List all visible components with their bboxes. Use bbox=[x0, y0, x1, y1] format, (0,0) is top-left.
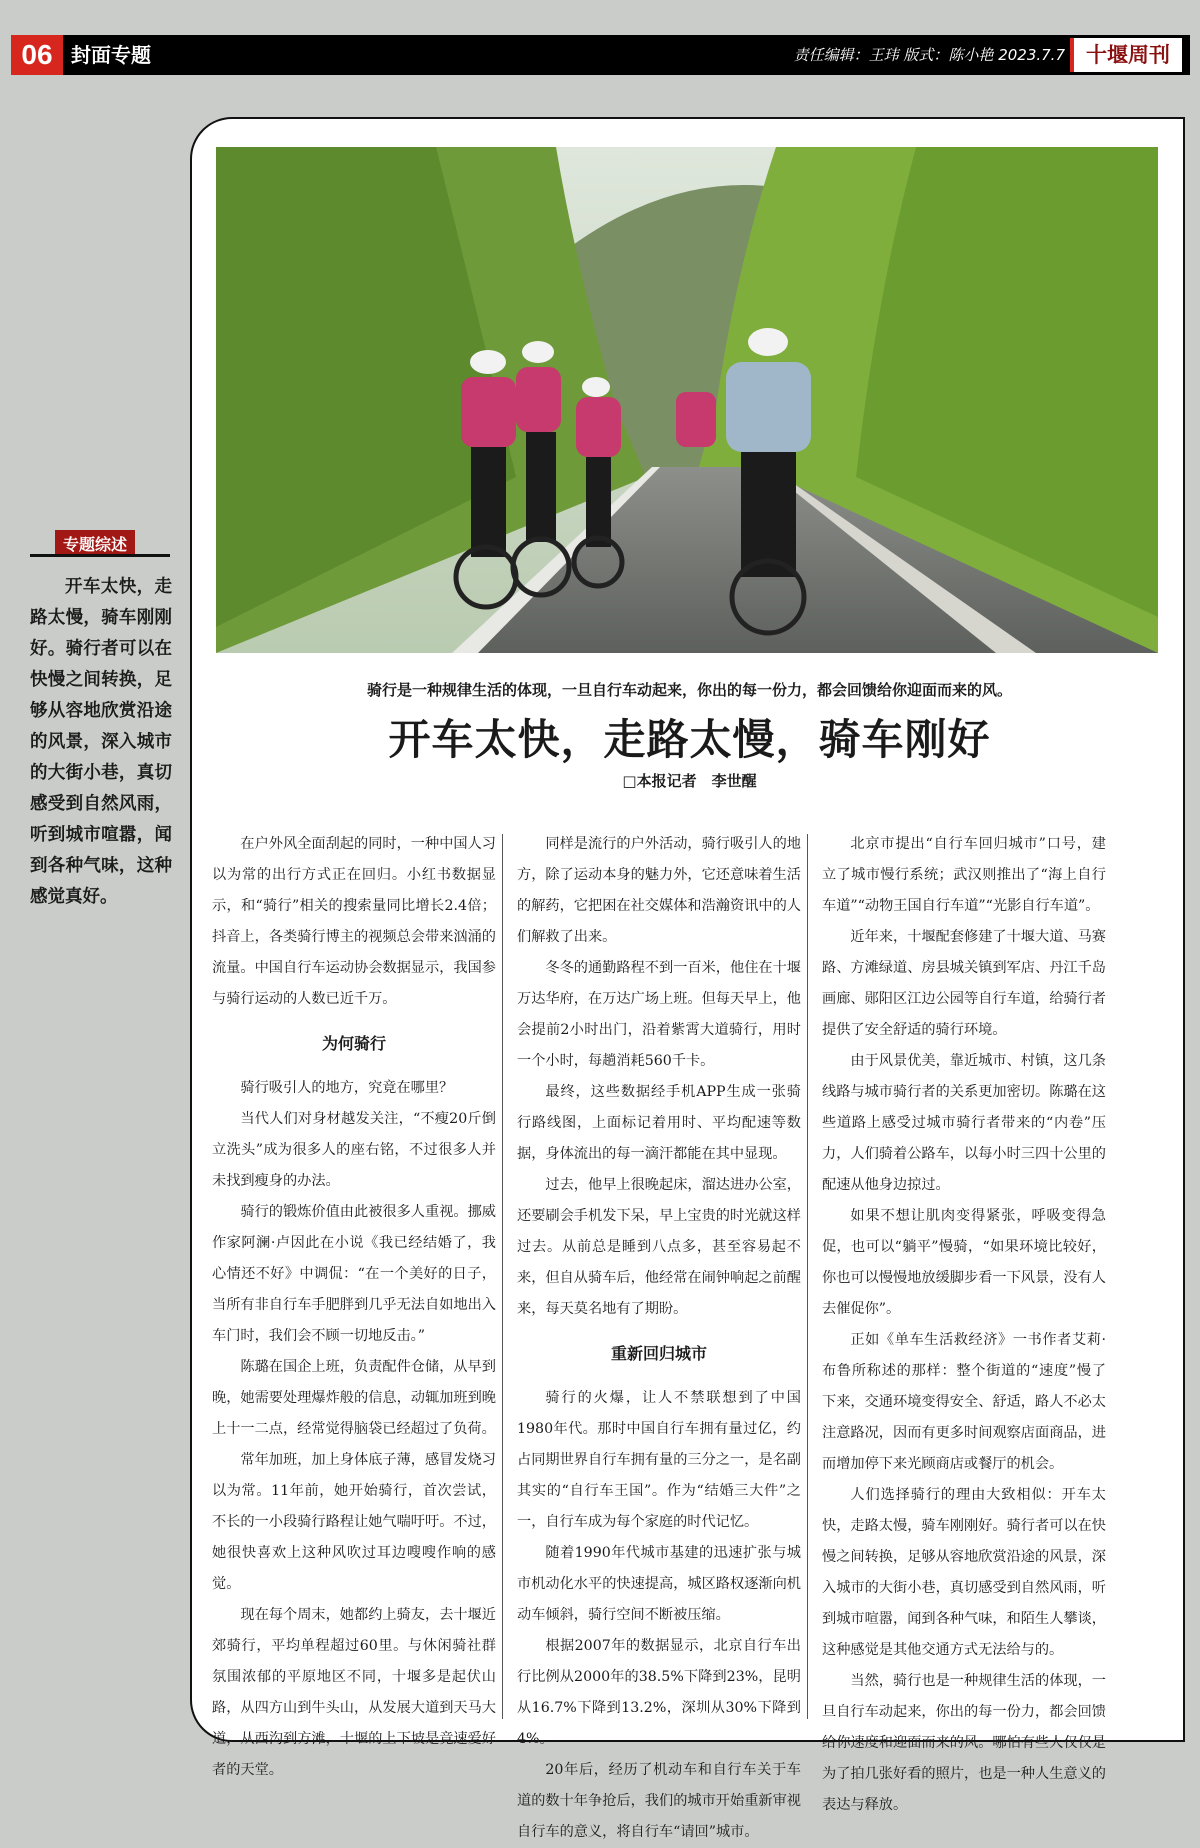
paragraph: 人们选择骑行的理由大致相似：开车太快，走路太慢，骑车刚刚好。骑行者可以在快慢之间转换，足够从容地欣赏沿途的风景，深入城市的大街小巷，真切感受到自然风雨，听到城市喧嚣，闻到各种气味，和陌生人攀谈，这种感觉是其他交通方式无法给与的。 bbox=[822, 1487, 1106, 1658]
paragraph: 骑行的锻炼价值由此被很多人重视。挪威作家阿澜·卢因此在小说《我已经结婚了，我心情还不好》中调侃：“在一个美好的日子，当所有非自行车手肥胖到几乎无法自如地出入车门时，我们会不顾一切地反击。” bbox=[212, 1204, 496, 1344]
paragraph: 常年加班，加上身体底子薄，感冒发烧习以为常。11年前，她开始骑行，首次尝试，不长的一小段骑行路程让她气喘吁吁。不过，她很快喜欢上这种风吹过耳边嗖嗖作响的感觉。 bbox=[212, 1452, 496, 1592]
paragraph: 由于风景优美，靠近城市、村镇，这几条线路与城市骑行者的关系更加密切。陈璐在这些道路上感受过城市骑行者带来的“内卷”压力，人们骑着公路车，以每小时三四十公里的配速从他身边掠过。 bbox=[822, 1053, 1106, 1193]
paragraph: 当代人们对身材越发关注，“不瘦20斤倒立洗头”成为很多人的座右铭，不过很多人并未找到瘦身的办法。 bbox=[212, 1111, 496, 1189]
cover-photo bbox=[216, 147, 1158, 653]
editor-credits: 责任编辑：王玮 版式：陈小艳 2023.7.7 bbox=[793, 46, 1065, 64]
paragraph: 如果不想让肌肉变得紧张，呼吸变得急促，也可以“躺平”慢骑，“如果环境比较好，你也可以慢慢地放缓脚步看一下风景，没有人去催促你”。 bbox=[822, 1208, 1106, 1317]
sidebar-tag: 专题综述 bbox=[55, 530, 135, 557]
paragraph: 冬冬的通勤路程不到一百米，他住在十堰万达华府，在万达广场上班。但每天早上，他会提前2小时出门，沿着紫霄大道骑行，用时一个小时，每趟消耗560千卡。 bbox=[517, 960, 801, 1069]
subheading: 为何骑行 bbox=[321, 1034, 386, 1053]
page-header bbox=[11, 35, 1190, 75]
paragraph: 在户外风全面刮起的同时，一种中国人习以为常的出行方式正在回归。小红书数据显示，和“骑行”相关的搜索量同比增长2.4倍；抖音上，各类骑行博主的视频总会带来汹涌的流量。中国自行车运动协会数据显示，我国参与骑行运动的人数已近千万。 bbox=[212, 836, 496, 1007]
article-column-1 bbox=[212, 829, 496, 1786]
paragraph: 骑行吸引人的地方，究竟在哪里？ bbox=[240, 1080, 454, 1096]
article-byline: □本报记者 李世醒 bbox=[622, 772, 757, 790]
paragraph: 当然，骑行也是一种规律生活的体现，一旦自行车动起来，你出的每一份力，都会回馈给你速度和迎面而来的风。哪怕有些人仅仅是为了拍几张好看的照片，也是一种人生意义的表达与释放。 bbox=[822, 1673, 1106, 1813]
sidebar-divider bbox=[30, 554, 170, 557]
paragraph: 过去，他早上很晚起床，溜达进办公室，还要刷会手机发下呆，早上宝贵的时光就这样过去。从前总是睡到八点多，甚至容易起不来，但自从骑车后，他经常在闹钟响起之前醒来，每天莫名地有了期盼。 bbox=[517, 1177, 801, 1317]
sidebar-summary: 开车太快，走路太慢，骑车刚刚好。骑行者可以在快慢之间转换，足够从容地欣赏沿途的风景，深入城市的大街小巷，真切感受到自然风雨，听到城市喧嚣，闻到各种气味，这种感觉真好。 bbox=[30, 577, 172, 907]
paragraph: 正如《单车生活救经济》一书作者艾莉·布鲁所称述的那样：整个街道的“速度”慢了下来，交通环境变得安全、舒适，路人不必太注意路况，因而有更多时间观察店面商品，进而增加停下来光顾商店或餐厅的机会。 bbox=[822, 1332, 1106, 1472]
paragraph: 近年来，十堰配套修建了十堰大道、马赛路、方滩绿道、房县城关镇到军店、丹江千岛画廊、郧阳区江边公园等自行车道，给骑行者提供了安全舒适的骑行环境。 bbox=[822, 929, 1106, 1038]
masthead-logo: 十堰周刊 bbox=[1070, 38, 1182, 72]
article-headline: 开车太快，走路太慢，骑车刚好 bbox=[388, 715, 991, 764]
paragraph: 根据2007年的数据显示，北京自行车出行比例从2000年的38.5%下降到23%，昆明从16.7%下降到13.2%，深圳从30%下降到4%。 bbox=[517, 1638, 801, 1747]
paragraph: 同样是流行的户外活动，骑行吸引人的地方，除了运动本身的魅力外，它还意味着生活的解药，它把困在社交媒体和浩瀚资讯中的人们解救了出来。 bbox=[517, 836, 801, 945]
article-column-2 bbox=[517, 829, 801, 1848]
paragraph: 陈璐在国企上班，负责配件仓储，从早到晚，她需要处理爆炸般的信息，动辄加班到晚上十一二点，经常觉得脑袋已经超过了负荷。 bbox=[212, 1359, 496, 1437]
section-title: 封面专题 bbox=[71, 43, 151, 67]
article-column-3 bbox=[822, 829, 1106, 1821]
paragraph: 现在每个周末，她都约上骑友，去十堰近郊骑行，平均单程超过60里。与休闲骑社群氛围浓郁的平原地区不同，十堰多是起伏山路，从四方山到牛头山，从发展大道到天马大道，从西沟到方滩，十堰的上下坡是竞速爱好者的天堂。 bbox=[212, 1607, 496, 1778]
article-card bbox=[190, 117, 1185, 1840]
paragraph: 最终，这些数据经手机APP生成一张骑行路线图，上面标记着用时、平均配速等数据，身体流出的每一滴汗都能在其中显现。 bbox=[517, 1084, 801, 1162]
page-number: 06 bbox=[11, 35, 63, 75]
subheading: 重新回归城市 bbox=[610, 1344, 707, 1363]
photo-caption: 骑行是一种规律生活的体现，一旦自行车动起来，你出的每一份力，都会回馈给你迎面而来的风。 bbox=[366, 681, 1012, 699]
paragraph: 北京市提出“自行车回归城市”口号，建立了城市慢行系统；武汉则推出了“海上自行车道”“动物王国自行车道”“光影自行车道”。 bbox=[822, 836, 1106, 914]
paragraph: 骑行的火爆，让人不禁联想到了中国1980年代。那时中国自行车拥有量过亿，约占同期世界自行车拥有量的三分之一，是名副其实的“自行车王国”。作为“结婚三大件”之一，自行车成为每个家庭的时代记忆。 bbox=[517, 1390, 801, 1530]
column-divider bbox=[807, 834, 808, 1719]
column-divider bbox=[502, 834, 503, 1719]
paragraph: 20年后，经历了机动车和自行车关于车道的数十年争抢后，我们的城市开始重新审视自行车的意义，将自行车“请回”城市。 bbox=[517, 1762, 801, 1840]
paragraph: 随着1990年代城市基建的迅速扩张与城市机动化水平的快速提高，城区路权逐渐向机动车倾斜，骑行空间不断被压缩。 bbox=[517, 1545, 801, 1623]
